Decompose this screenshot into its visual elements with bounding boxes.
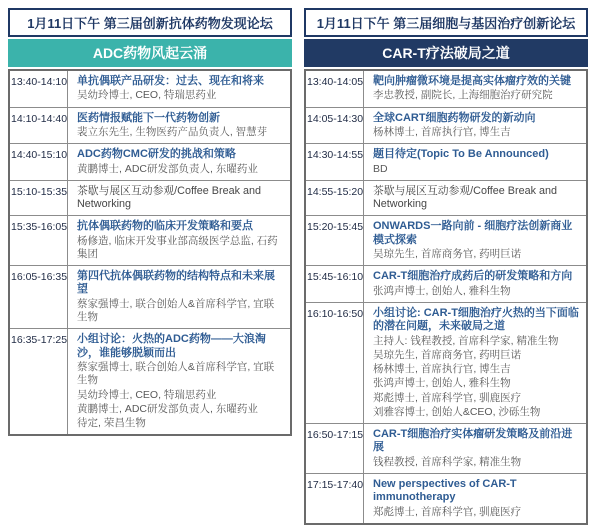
agenda-row [10, 71, 290, 107]
speaker-line: 杨林博士, 首席执行官, 博生吉 [373, 126, 511, 139]
speaker-line: 吴幼玲博士, CEO, 特瑞思药业 [77, 89, 217, 102]
agenda-table [8, 69, 292, 436]
session-cell [68, 266, 290, 328]
forum-panel-adc [8, 8, 292, 436]
agenda-row [10, 143, 290, 180]
speaker-line: 吴琼先生, 首席商务官, 药明巨诺 [373, 348, 522, 361]
speaker-line: 刘雅容博士, 创始人&CEO, 沙砾生物 [373, 405, 541, 418]
session-cell [364, 303, 586, 423]
session-cell [68, 181, 290, 215]
agenda-row [10, 180, 290, 215]
speaker-line: 蔡家强博士, 联合创始人&首席科学官, 宜联生物 [77, 361, 275, 387]
speaker-line: 郑彪博士, 首席科学官, 驯鹿医疗 [373, 505, 522, 518]
agenda-row [10, 328, 290, 434]
speaker-line: 黄鹏博士, ADC研发部负责人, 东曜药业 [77, 162, 258, 175]
session-title: New perspectives of CAR-T immunotherapy [373, 478, 517, 504]
time-cell: 14:55-15:20 [306, 181, 364, 215]
forum-panel-cart [304, 8, 588, 525]
forum-theme-band: CAR-T疗法破局之道 [304, 39, 588, 67]
time-cell: 14:40-15:10 [10, 144, 68, 180]
agenda-table [304, 69, 588, 525]
speaker-line: 郑彪博士, 首席科学官, 驯鹿医疗 [373, 391, 522, 404]
session-cell [68, 144, 290, 180]
session-title: 小组讨论: CAR-T细胞治疗火热的当下面临的潜在问题，未来破局之道 [373, 306, 579, 333]
speaker-line: 吴琼先生, 首席商务官, 药明巨诺 [373, 248, 522, 261]
time-cell: 16:35-17:25 [10, 329, 68, 434]
session-cell [68, 108, 290, 144]
session-title: 题目待定(Topic To Be Announced) [373, 148, 549, 161]
session-title: 抗体偶联药物的临床开发策略和要点 [77, 220, 253, 233]
speaker-line: 张鸿声博士, 创始人, 雅科生物 [373, 377, 511, 390]
session-cell [364, 108, 586, 144]
session-cell [364, 266, 586, 302]
session-cell [364, 474, 586, 523]
speaker-line: 吴幼玲博士, CEO, 特瑞思药业 [77, 388, 217, 401]
session-title: 医药情报赋能下一代药物创新 [77, 111, 220, 124]
time-cell: 17:15-17:40 [306, 474, 364, 523]
time-cell: 13:40-14:05 [306, 71, 364, 107]
time-cell: 16:10-16:50 [306, 303, 364, 423]
time-cell: 14:10-14:40 [10, 108, 68, 144]
speaker-line: 待定, 荣昌生物 [77, 417, 146, 429]
agenda-row [306, 302, 586, 423]
session-cell [364, 181, 586, 215]
agenda-row [10, 107, 290, 144]
time-cell: 15:45-16:10 [306, 266, 364, 302]
session-title: ONWARDS一路向前 - 细胞疗法创新商业模式探索 [373, 220, 573, 246]
time-cell: 14:30-14:55 [306, 144, 364, 180]
session-title: 单抗偶联产品研发：过去、现在和将来 [77, 75, 264, 87]
time-cell: 15:10-15:35 [10, 181, 68, 215]
speaker-line: 裴立东先生, 生物医药产品负责人, 智慧芽 [77, 126, 268, 139]
speaker-line: 蔡家强博士, 联合创始人&首席科学官, 宜联生物 [77, 297, 275, 324]
session-cell [364, 144, 586, 180]
time-cell: 16:05-16:35 [10, 266, 68, 328]
speaker-line: 李忠教授, 副院长, 上海细胞治疗研究院 [373, 89, 553, 102]
agenda-row [10, 265, 290, 328]
speaker-line: BD [373, 162, 388, 175]
time-cell: 15:35-16:05 [10, 216, 68, 265]
time-cell: 15:20-15:45 [306, 216, 364, 265]
session-cell [364, 71, 586, 107]
speaker-line: 杨林博士, 首席执行官, 博生吉 [373, 363, 511, 376]
time-cell: 14:05-14:30 [306, 108, 364, 144]
agenda-row [306, 71, 586, 107]
speaker-line: 钱程教授, 首席科学家, 精准生物 [373, 455, 522, 468]
agenda-row [306, 423, 586, 473]
speaker-line: 杨修造, 临床开发事业部高级医学总监, 石药集团 [77, 234, 278, 260]
forum-header: 1月11日下午 第三届创新抗体药物发现论坛 [8, 8, 292, 37]
speaker-line: 主持人: 钱程教授, 首席科学家, 精准生物 [373, 334, 559, 347]
forum-header: 1月11日下午 第三届细胞与基因治疗创新论坛 [304, 8, 588, 37]
session-cell [68, 329, 290, 434]
speaker-line: 黄鹏博士, ADC研发部负责人, 东曜药业 [77, 402, 258, 415]
session-title: 茶歇与展区互动参观/Coffee Break and Networking [373, 184, 558, 211]
forum-theme-band: ADC药物风起云涌 [8, 39, 292, 67]
session-cell [68, 216, 290, 265]
session-title: CAR-T细胞治疗成药后的研发策略和方向 [373, 270, 573, 283]
agenda-row [306, 215, 586, 265]
session-cell [68, 71, 290, 107]
session-cell [364, 424, 586, 473]
session-title: CAR-T细胞治疗实体瘤研发策略及前沿进展 [373, 428, 573, 454]
agenda-row [306, 180, 586, 215]
agenda-row [306, 143, 586, 180]
session-title: 茶歇与展区互动参观/Coffee Break and Networking [77, 184, 262, 211]
session-title: ADC药物CMC研发的挑战和策略 [77, 148, 236, 161]
agenda-row [306, 473, 586, 523]
agenda-row [306, 265, 586, 302]
speaker-line: 张鸿声博士, 创始人, 雅科生物 [373, 284, 511, 297]
session-title: 全球CART细胞药物研发的新动向 [373, 111, 536, 124]
time-cell: 13:40-14:10 [10, 71, 68, 107]
agenda-row [10, 215, 290, 265]
session-cell [364, 216, 586, 265]
agenda-row [306, 107, 586, 144]
session-title: 小组讨论：火热的ADC药物——大浪淘沙，谁能够脱颖而出 [77, 333, 266, 359]
session-title: 第四代抗体偶联药物的结构特点和未来展望 [77, 270, 275, 296]
session-title: 靶向肿瘤微环境是提高实体瘤疗效的关键 [373, 75, 571, 87]
time-cell: 16:50-17:15 [306, 424, 364, 473]
